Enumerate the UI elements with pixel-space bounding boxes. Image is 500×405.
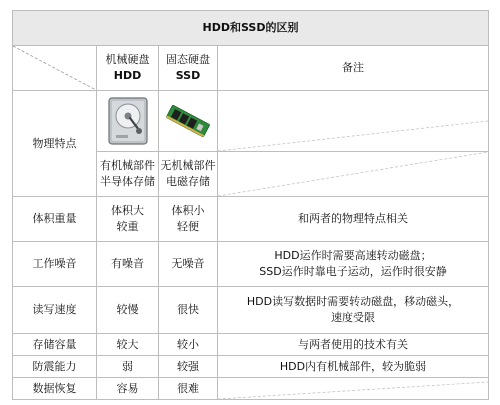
hdd-capacity: 较大 (97, 334, 159, 356)
speed-note-line2: 速度受限 (331, 311, 375, 324)
table-title-row (13, 11, 489, 46)
row-capacity (13, 334, 489, 356)
table-title: HDD和SSD的区别 (13, 11, 489, 46)
header-ssd-name: 固态硬盘 (166, 53, 210, 66)
ssd-speed: 很快 (159, 287, 218, 334)
ssd-recovery: 很难 (159, 378, 218, 400)
hdd-noise: 有噪音 (97, 242, 159, 287)
hdd-physical-line2: 半导体存储 (100, 175, 155, 188)
ssd-volume-line1: 体积小 (171, 204, 205, 217)
hdd-ssd-comparison-table (12, 10, 489, 400)
hdd-speed: 较慢 (97, 287, 159, 334)
row-recovery (13, 378, 489, 400)
noise-note-line1: HDD运作时需要高速转动磁盘； (274, 249, 432, 262)
recovery-note-cell (218, 378, 489, 400)
volume-note: 和两者的物理特点相关 (218, 197, 489, 242)
physical-note-cell-top (218, 91, 489, 152)
header-hdd-name: 机械硬盘 (105, 53, 150, 66)
hdd-recovery: 容易 (97, 378, 159, 400)
row-capacity-label: 存储容量 (13, 334, 97, 356)
hdd-volume-line2: 较重 (116, 220, 139, 233)
noise-note (218, 242, 489, 287)
row-physical-label: 物理特点 (13, 91, 97, 197)
ssd-module-icon (164, 101, 212, 141)
header-hdd-abbr: HDD (113, 69, 142, 82)
hdd-image-cell (97, 91, 159, 152)
ssd-physical-line1: 无机械部件 (160, 159, 216, 172)
row-volume-label: 体积重量 (13, 197, 97, 242)
ssd-physical-line2: 电磁存储 (166, 175, 210, 188)
row-shock-label: 防震能力 (13, 356, 97, 378)
diagonal-divider (13, 46, 96, 90)
empty-cell-diagonal (218, 91, 488, 151)
header-row (13, 46, 489, 91)
row-volume (13, 197, 489, 242)
empty-cell-diagonal (218, 152, 488, 196)
row-noise (13, 242, 489, 287)
hdd-volume-line1: 体积大 (111, 204, 144, 217)
header-ssd-abbr: SSD (175, 69, 201, 82)
ssd-capacity: 较小 (159, 334, 218, 356)
ssd-volume-line2: 轻便 (177, 220, 199, 233)
physical-note-cell-bottom (218, 152, 489, 197)
speed-note-line1: HDD读写数据时需要转动磁盘，移动磁头， (246, 295, 460, 308)
header-hdd (97, 46, 159, 91)
header-notes: 备注 (218, 46, 489, 91)
ssd-image-cell (159, 91, 218, 152)
row-shock (13, 356, 489, 378)
capacity-note: 与两者使用的技术有关 (218, 334, 489, 356)
hdd-physical-line1: 有机械部件 (100, 159, 155, 172)
ssd-shock: 较强 (159, 356, 218, 378)
empty-cell-diagonal (218, 378, 488, 399)
row-speed-label: 读写速度 (13, 287, 97, 334)
row-speed (13, 287, 489, 334)
shock-note: HDD内有机械部件，较为脆弱 (218, 356, 489, 378)
row-recovery-label: 数据恢复 (13, 378, 97, 400)
hdd-physical-text (97, 152, 159, 197)
speed-note (218, 287, 489, 334)
ssd-volume (159, 197, 218, 242)
noise-note-line2: SSD运作时靠电子运动，运作时很安静 (259, 265, 447, 278)
row-noise-label: 工作噪音 (13, 242, 97, 287)
hdd-volume (97, 197, 159, 242)
ssd-physical-text (159, 152, 218, 197)
ssd-noise: 无噪音 (159, 242, 218, 287)
header-ssd (159, 46, 218, 91)
diagonal-header-cell (13, 46, 97, 91)
hard-disk-drive-icon (108, 97, 148, 145)
row-physical-images (13, 91, 489, 152)
hdd-shock: 弱 (97, 356, 159, 378)
